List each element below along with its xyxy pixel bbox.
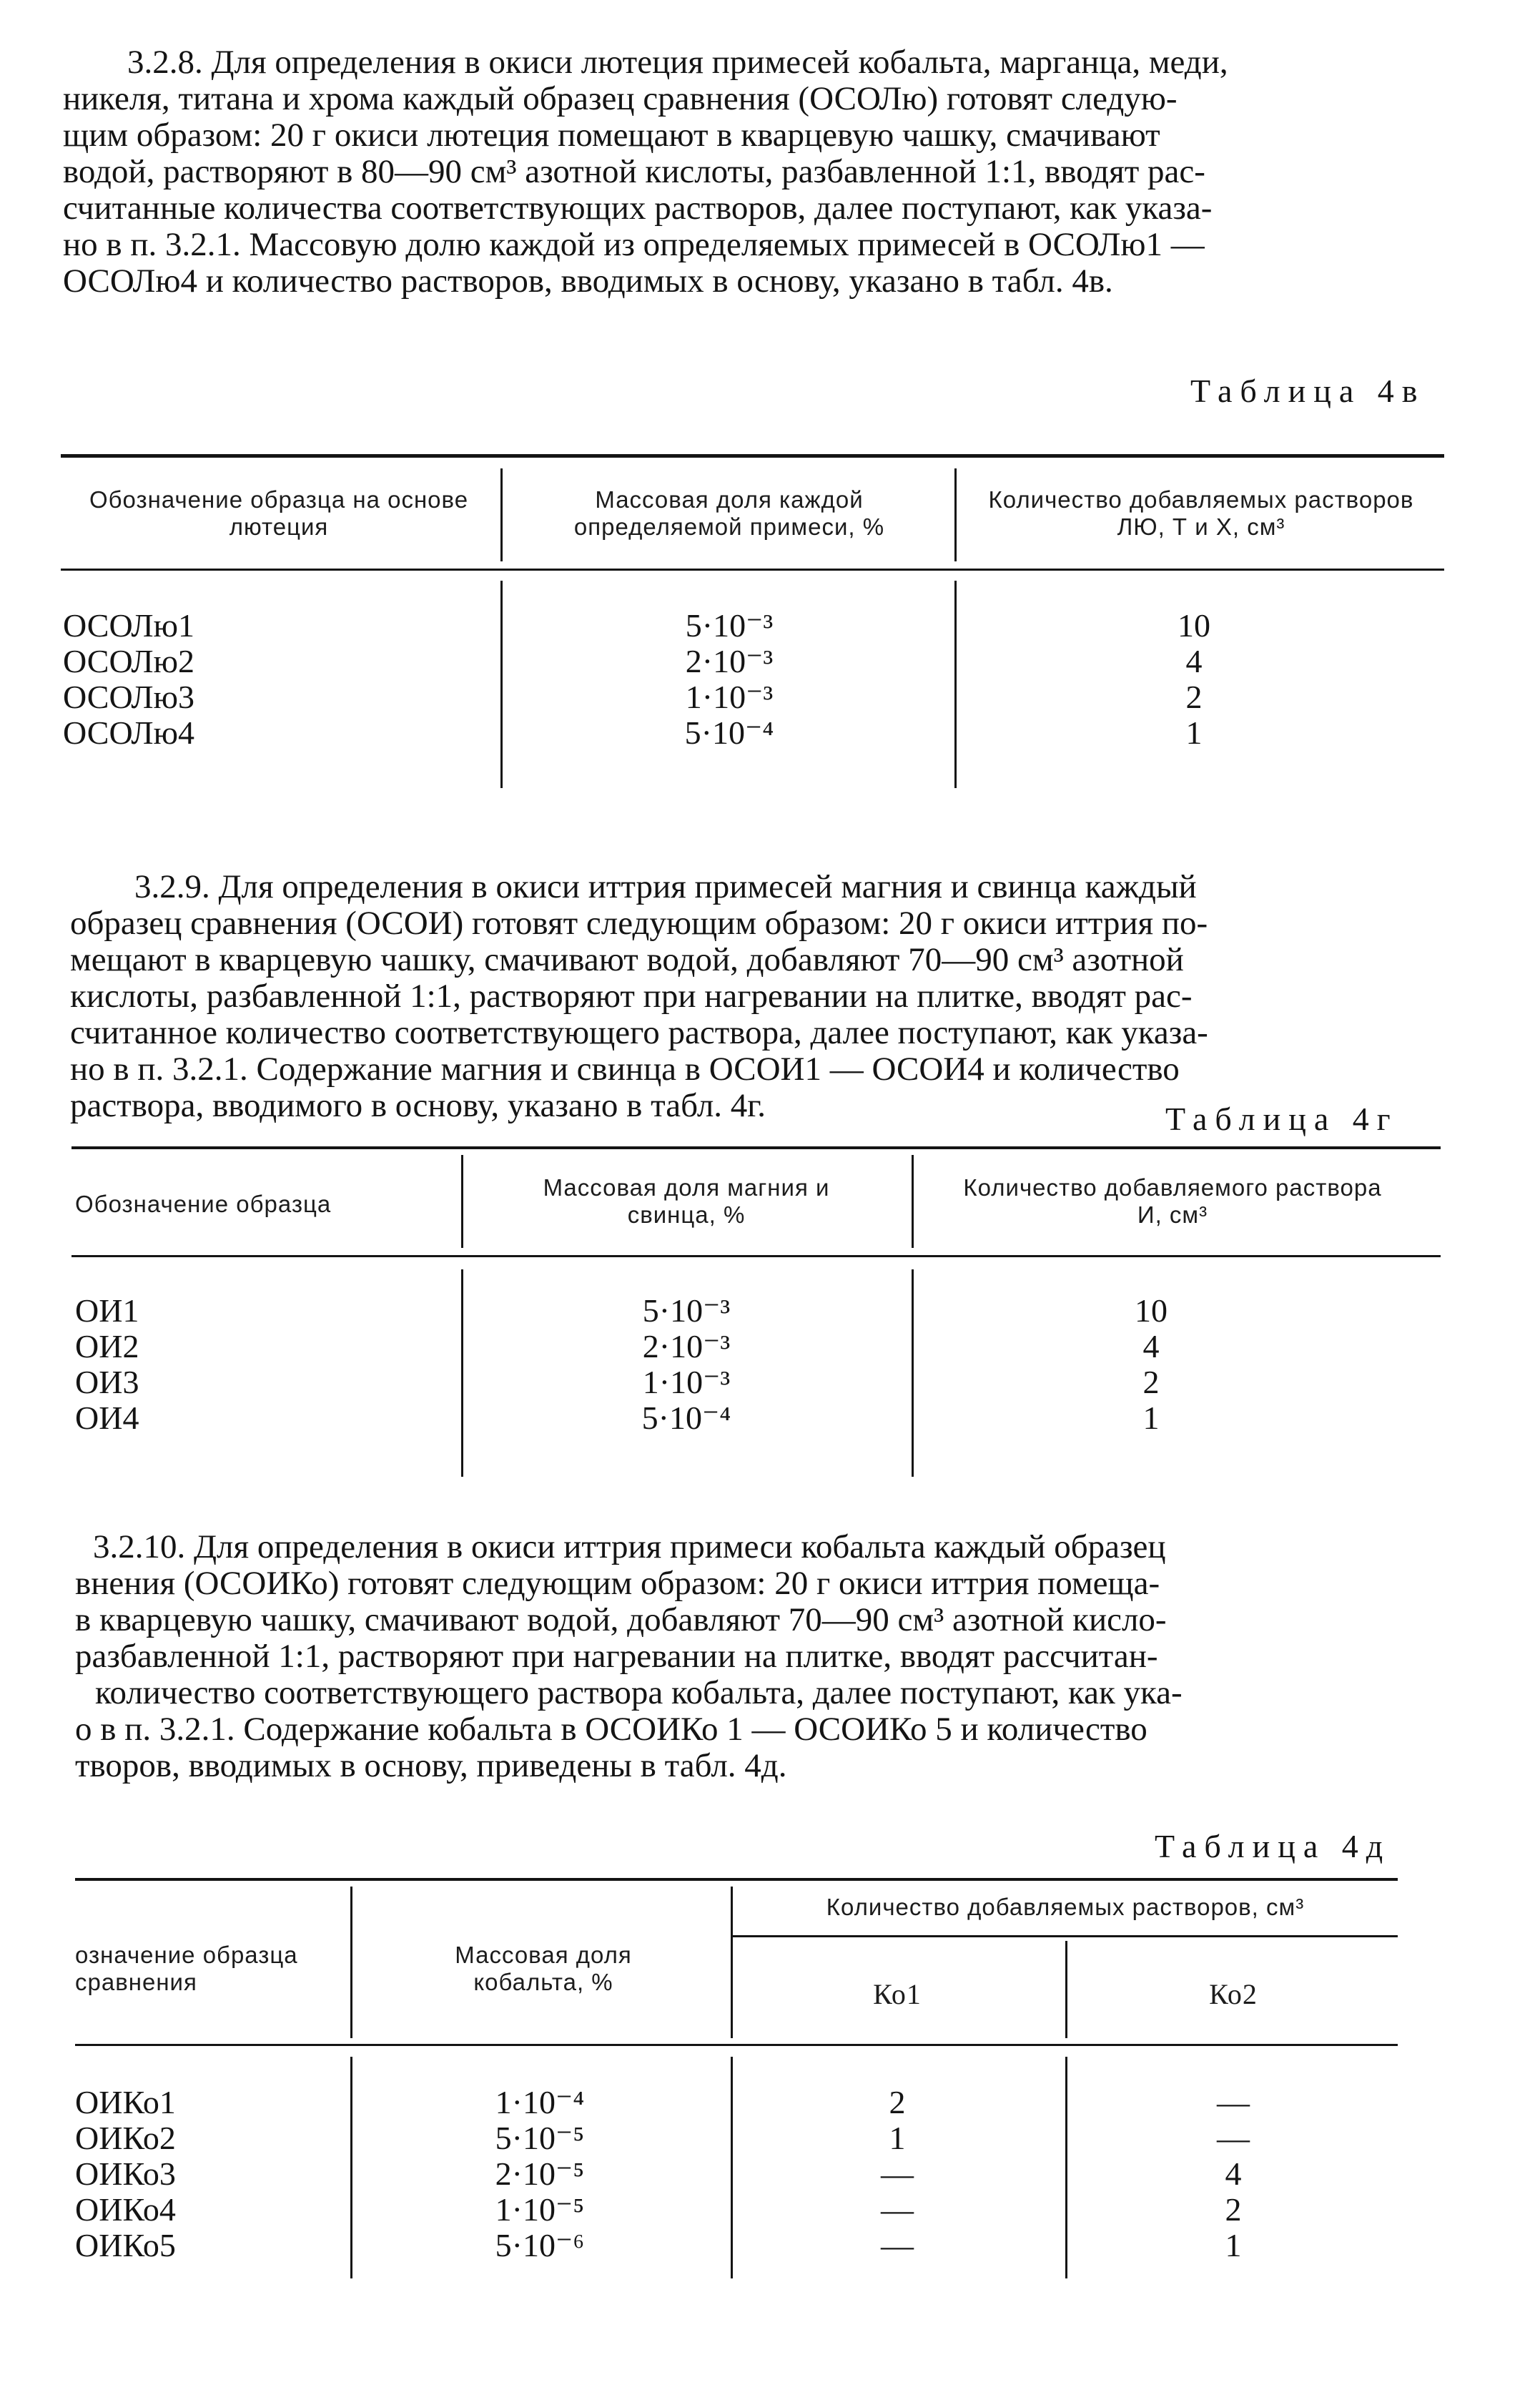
text-line: считанное количество соответствующего раствора, далее поступают, как указа- xyxy=(70,1014,1208,1051)
table-caption-4d: Таблица 4д xyxy=(1155,1828,1391,1864)
table-rule xyxy=(75,1878,1398,1881)
table-row-name: ОИКо2 xyxy=(75,2120,176,2156)
table-row-name: ОИ3 xyxy=(75,1364,139,1400)
table-row-mass: 5·10⁻³ xyxy=(642,1292,731,1329)
table-rule xyxy=(71,1146,1441,1149)
column-divider xyxy=(912,1269,914,1477)
table-row-ko1: — xyxy=(881,2155,914,2192)
table-row-ko2: 4 xyxy=(1225,2155,1242,2192)
column-header: Ко1 xyxy=(873,1978,922,2010)
table-row-name: ОИ2 xyxy=(75,1328,139,1364)
table-row-name: ОИКо3 xyxy=(75,2155,176,2192)
table-rule xyxy=(61,569,1444,571)
table-row-name: ОИ4 xyxy=(75,1400,139,1436)
table-row-name: ОСОЛю3 xyxy=(63,679,194,715)
column-divider xyxy=(731,2057,733,2278)
text-line: считанные количества соответствующих растворов, далее поступают, как указа- xyxy=(63,190,1213,227)
table-row-name: ОСОЛю4 xyxy=(63,714,194,751)
column-header: Массовая доля каждой определяемой примеси, % xyxy=(573,486,885,540)
table-row-ko2: 1 xyxy=(1225,2227,1242,2263)
column-header-group: Количество добавляемых растворов, см³ xyxy=(826,1894,1305,1920)
text-line: количество соответствующего раствора кобальта, далее поступают, как ука- xyxy=(95,1674,1183,1711)
text-line: 3.2.9. Для определения в окиси иттрия примесей магния и свинца каждый xyxy=(134,868,1197,905)
table-row-name: ОИ1 xyxy=(75,1292,139,1329)
table-rule xyxy=(61,454,1444,458)
text-line: но в п. 3.2.1. Содержание магния и свинца в ОСОИ1 — ОСОИ4 и количество xyxy=(70,1051,1180,1088)
table-row-ko1: — xyxy=(881,2227,914,2263)
table-row-mass: 1·10⁻⁴ xyxy=(495,2084,585,2120)
table-row-name: ОИКо1 xyxy=(75,2084,176,2120)
table-row-ko1: — xyxy=(881,2191,914,2228)
text-line: 3.2.8. Для определения в окиси лютеция примесей кобальта, марганца, меди, xyxy=(127,44,1228,81)
column-divider xyxy=(1065,1941,1067,2038)
text-line: внения (ОСОИКо) готовят следующим образом: 20 г окиси иттрия помеща- xyxy=(75,1565,1160,1602)
column-divider xyxy=(350,2057,352,2278)
cell-ko2 xyxy=(1076,2085,1391,2263)
column-divider xyxy=(461,1155,463,1248)
cell-qty xyxy=(965,608,1423,751)
text-line: о в п. 3.2.1. Содержание кобальта в ОСОИКо 1 — ОСОИКо 5 и количество xyxy=(75,1711,1147,1748)
cell-ko1 xyxy=(740,2085,1055,2263)
table-row-qty: 2 xyxy=(1142,1364,1160,1400)
paragraph-3-2-9 xyxy=(70,869,1444,1124)
column-header: Ко2 xyxy=(1209,1978,1258,2010)
table-row-mass: 2·10⁻³ xyxy=(685,643,774,679)
text-line: раствора, вводимого в основу, указано в табл. 4г. xyxy=(70,1087,766,1124)
cell-mass xyxy=(361,2085,719,2263)
table-row-mass: 1·10⁻³ xyxy=(685,679,774,715)
cell-mass xyxy=(511,608,947,751)
table-row-ko2: 2 xyxy=(1225,2191,1242,2228)
table-row-mass: 2·10⁻³ xyxy=(642,1328,731,1364)
column-header: Количество добавляемых растворов ЛЮ, Т и Х, см³ xyxy=(988,486,1414,540)
text-line: водой, растворяют в 80—90 см³ азотной кислоты, разбавленной 1:1, вводят рас- xyxy=(63,153,1205,190)
paragraph-3-2-8 xyxy=(63,44,1443,300)
column-header: Обозначение образца на основе лютеция xyxy=(89,486,469,540)
column-divider xyxy=(500,581,503,788)
table-row-mass: 2·10⁻⁵ xyxy=(495,2155,585,2192)
text-line: никеля, титана и хрома каждый образец сравнения (ОСОЛю) готовят следую- xyxy=(63,80,1178,117)
column-divider xyxy=(1065,2057,1067,2278)
text-line: щим образом: 20 г окиси лютеция помещают в кварцевую чашку, смачивают xyxy=(63,117,1160,154)
column-divider xyxy=(912,1155,914,1248)
column-divider xyxy=(500,468,503,561)
table-row-qty: 2 xyxy=(1185,679,1203,715)
cell-name xyxy=(75,2085,176,2263)
text-line: творов, вводимых в основу, приведены в табл. 4д. xyxy=(75,1747,787,1784)
text-line: 3.2.10. Для определения в окиси иттрия примеси кобальта каждый образец xyxy=(93,1528,1166,1565)
table-row-ko2: — xyxy=(1217,2084,1250,2120)
table-row-qty: 4 xyxy=(1185,643,1203,679)
table-row-name: ОИКо4 xyxy=(75,2191,176,2228)
text-line: в кварцевую чашку, смачивают водой, добавляют 70—90 см³ азотной кисло- xyxy=(75,1601,1167,1638)
column-divider xyxy=(954,468,957,561)
cell-name xyxy=(63,608,194,751)
table-row-ko1: 1 xyxy=(889,2120,906,2156)
table-row-ko1: 2 xyxy=(889,2084,906,2120)
table-row-qty: 10 xyxy=(1178,607,1210,644)
table-row-name: ОСОЛю2 xyxy=(63,643,194,679)
column-header: Массовая доля кобальта, % xyxy=(455,1942,632,1995)
column-header: Количество добавляемого раствора И, см³ xyxy=(963,1174,1382,1228)
table-row-name: ОИКо5 xyxy=(75,2227,176,2263)
column-divider xyxy=(731,1887,733,2038)
table-row-mass: 5·10⁻⁴ xyxy=(641,1400,731,1436)
cell-name xyxy=(75,1293,139,1436)
column-divider xyxy=(954,581,957,788)
text-line: мещают в кварцевую чашку, смачивают водой, добавляют 70—90 см³ азотной xyxy=(70,941,1184,978)
table-row-ko2: — xyxy=(1217,2120,1250,2156)
table-caption-4v: Таблица 4в xyxy=(1190,373,1426,409)
table-row-qty: 4 xyxy=(1142,1328,1160,1364)
column-header: Массовая доля магния и свинца, % xyxy=(543,1174,830,1228)
text-line: кислоты, разбавленной 1:1, растворяют при нагревании на плитке, вводят рас- xyxy=(70,978,1193,1015)
table-row-qty: 1 xyxy=(1185,714,1203,751)
table-row-qty: 10 xyxy=(1135,1292,1168,1329)
column-header: Обозначение образца xyxy=(75,1191,332,1217)
text-line: разбавленной 1:1, растворяют при нагревании на плитке, вводят рассчитан- xyxy=(75,1638,1158,1675)
paragraph-3-2-10 xyxy=(75,1529,1401,1784)
table-caption-4g: Таблица 4г xyxy=(1165,1101,1398,1137)
column-header: означение образца сравнения xyxy=(75,1942,298,1995)
cell-mass xyxy=(472,1293,901,1436)
table-row-qty: 1 xyxy=(1142,1400,1160,1436)
text-line: ОСОЛю4 и количество растворов, вводимых в основу, указано в табл. 4в. xyxy=(63,262,1113,300)
table-row-mass: 5·10⁻⁵ xyxy=(495,2120,585,2156)
table-rule xyxy=(75,2044,1398,2046)
text-line: но в п. 3.2.1. Массовую долю каждой из определяемых примесей в ОСОЛю1 — xyxy=(63,226,1205,263)
table-row-mass: 5·10⁻⁴ xyxy=(684,714,774,751)
column-divider xyxy=(350,1887,352,2038)
text-line: образец сравнения (ОСОИ) готовят следующим образом: 20 г окиси иттрия по- xyxy=(70,905,1208,942)
table-row-mass: 1·10⁻⁵ xyxy=(495,2191,585,2228)
table-rule xyxy=(733,1935,1398,1937)
table-row-mass: 5·10⁻³ xyxy=(685,607,774,644)
cell-qty xyxy=(922,1293,1380,1436)
table-row-mass: 5·10⁻⁶ xyxy=(495,2227,585,2263)
table-row-mass: 1·10⁻³ xyxy=(642,1364,731,1400)
table-row-name: ОСОЛю1 xyxy=(63,607,194,644)
table-rule xyxy=(71,1255,1441,1257)
column-divider xyxy=(461,1269,463,1477)
